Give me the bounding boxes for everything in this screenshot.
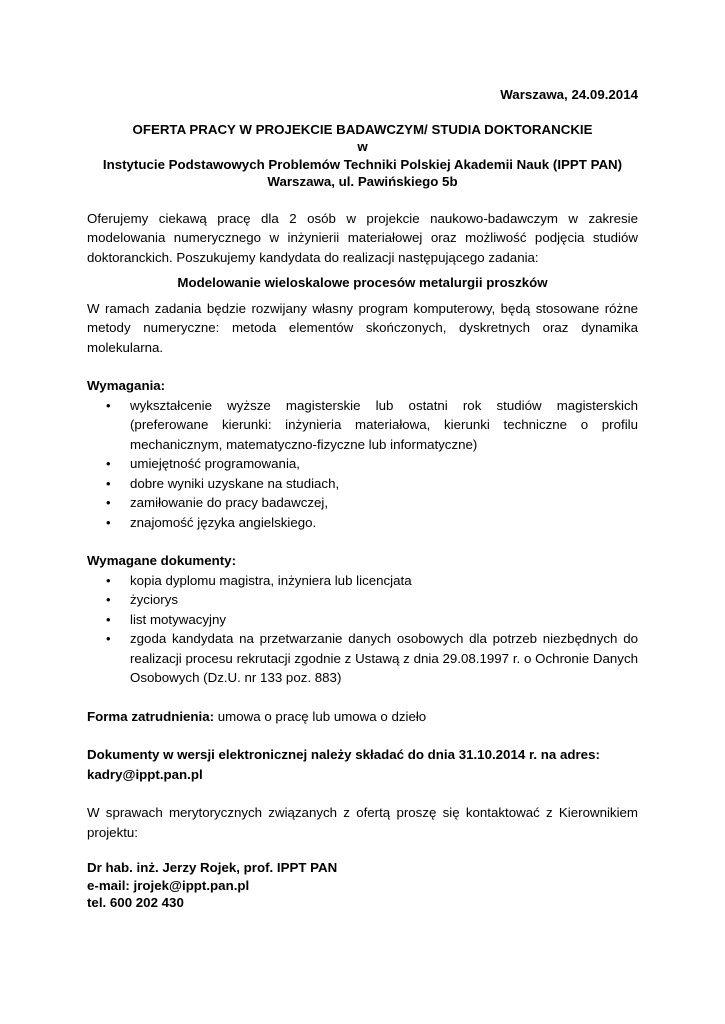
list-item <box>87 493 638 513</box>
task-title: Modelowanie wieloskalowe procesów metalurgii proszków <box>177 275 548 290</box>
list-item <box>87 590 638 610</box>
list-item-text: zgoda kandydata na przetwarzanie danych osobowych dla potrzeb niezbędnych do realizacji procesu rekrutacji zgodnie z Ustawą z dnia 29.08.1997 r. o Ochronie Danych Osobowych (Dz.U. nr 133 poz. 883) <box>130 631 638 685</box>
spacer <box>87 842 638 859</box>
employment-value: umowa o pracę lub umowa o dzieło <box>214 708 427 724</box>
bullet-icon: • <box>106 572 111 588</box>
institution-address: Warszawa, ul. Pawińskiego 5b <box>267 174 458 189</box>
spacer <box>87 726 638 745</box>
contact-phone: tel. 600 202 430 <box>87 895 184 910</box>
list-item-text: dobre wyniki uzyskane na studiach, <box>130 475 340 491</box>
document-body <box>87 85 638 912</box>
list-item <box>87 610 638 630</box>
bullet-icon: • <box>106 456 111 471</box>
bullet-icon: • <box>106 631 111 646</box>
bullet-icon: • <box>106 495 111 510</box>
bullet-icon: • <box>106 592 111 607</box>
task-description: W ramach zadania będzie rozwijany własny program komputerowy, będą stosowane różne metody numeryczne: metoda elementów skończonych, dyskretnych oraz dynamika molekularna. <box>87 300 638 355</box>
list-item <box>87 513 638 533</box>
bullet-icon: • <box>106 475 111 491</box>
offer-connector: w <box>357 139 368 154</box>
contact-email[interactable]: e-mail: jrojek@ippt.pan.pl <box>87 877 250 893</box>
list-item-text: znajomość języka angielskiego. <box>130 514 317 530</box>
offer-header <box>87 121 638 191</box>
spacer <box>87 688 638 707</box>
spacer <box>87 357 638 376</box>
bullet-icon: • <box>106 397 111 413</box>
list-item <box>87 396 638 455</box>
list-item-text: wykształcenie wyższe magisterskie lub ostatni rok studiów magisterskich (preferowane kierunki: inżynieria materiałowa, kierunki techniczne o profilu mechanicznym, matematyczno-fizyczne lub informatyczne) <box>130 397 638 452</box>
contact-note: W sprawach merytorycznych związanych z ofertą proszę się kontaktować z Kierownikiem projektu: <box>87 805 638 840</box>
list-item <box>87 454 638 474</box>
offer-title: OFERTA PRACY W PROJEKCIE BADAWCZYM/ STUDIA DOKTORANCKIE <box>132 121 593 137</box>
bullet-icon: • <box>106 611 111 627</box>
contact-name: Dr hab. inż. Jerzy Rojek, prof. IPPT PAN <box>87 860 338 875</box>
list-item-text: zamiłowanie do pracy badawczej, <box>130 495 329 510</box>
list-item <box>87 629 638 688</box>
list-item-text: umiejętność programowania, <box>130 456 300 471</box>
list-item-text: życiorys <box>130 592 179 607</box>
date-line: Warszawa, 24.09.2014 <box>500 87 638 102</box>
submission-instructions: Dokumenty w wersji elektronicznej należy składać do dnia 31.10.2014 r. na adres: <box>87 747 600 762</box>
spacer <box>87 784 638 803</box>
list-item <box>87 474 638 494</box>
requirements-list <box>87 396 638 533</box>
list-item <box>87 571 638 591</box>
employment-label: Forma zatrudnienia: <box>87 708 215 724</box>
spacer <box>87 532 638 551</box>
employment-form <box>87 707 638 727</box>
requirements-heading: Wymagania: <box>87 378 166 393</box>
documents-list <box>87 571 638 688</box>
institution-name: Instytucie Podstawowych Problemów Techniki Polskiej Akademii Nauk (IPPT PAN) <box>102 156 623 172</box>
intro-paragraph: Oferujemy ciekawą pracę dla 2 osób w projekcie naukowo-badawczym w zakresie modelowania numerycznego w inżynierii materiałowej oraz możliwość podjęcia studiów doktoranckich. Poszukujemy kandydata do realizacji następującego zadania: <box>87 210 638 265</box>
documents-heading: Wymagane dokumenty: <box>87 553 237 568</box>
submission-email[interactable]: kadry@ippt.pan.pl <box>87 766 203 782</box>
bullet-icon: • <box>106 514 111 530</box>
list-item-text: kopia dyplomu magistra, inżyniera lub licencjata <box>130 572 412 588</box>
list-item-text: list motywacyjny <box>130 611 227 627</box>
